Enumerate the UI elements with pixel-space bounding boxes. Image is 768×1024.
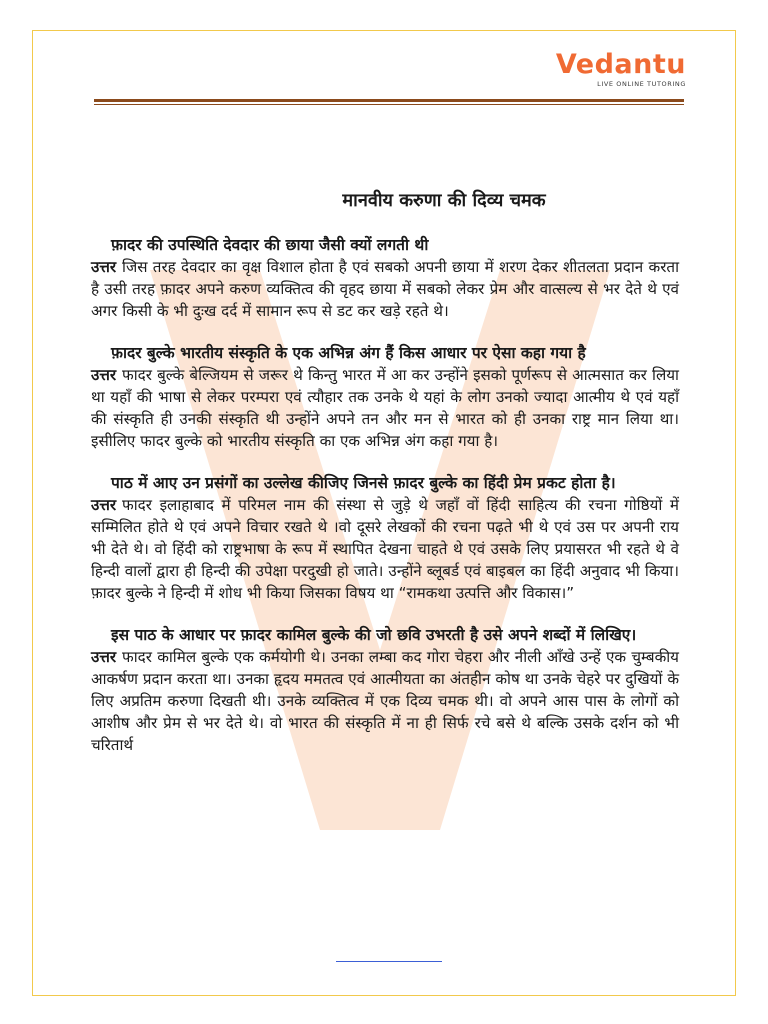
brand-logo <box>556 50 686 88</box>
answer-2 <box>91 364 679 452</box>
footer-link-underline <box>336 961 442 962</box>
answer-label: उत्तर <box>91 366 117 384</box>
brand-name: Vedantu <box>555 49 686 80</box>
answer-1 <box>91 256 679 322</box>
answer-3 <box>91 494 679 604</box>
answer-label: उत्तर <box>91 496 117 514</box>
answer-1-text: जिस तरह देवदार का वृक्ष विशाल होता है एवं सबको अपनी छाया में शरण देकर शीतलता प्रदान करता है उसी तरह फ़ादर अपने करुण व्यक्तित्व की वृहद छाया में सबको लेकर प्रेम और वात्सल्य से भर देते थे एवं अगर किसी के भी दुःख दर्द में सामान रूप से डट कर खड़े रहते थे। <box>91 258 679 320</box>
answer-2-text: फादर बुल्के बेल्जियम से जरूर थे किन्तु भारत में आ कर उन्होंने इसको पूर्णरूप से आत्मसात कर लिया था यहाँ की भाषा से लेकर परम्परा एवं त्यौहार तक उनके थे यहां के लोग उनको ज्यादा आत्मीय थे एवं यहाँ की संस्कृति ही उनकी संस्कृति थी उन्होंने अपने तन और मन से भारत को ही उनका राष्ट्र मान लिया था। इसीलिए फादर बुल्के को भारतीय संस्कृति का एक अभिन्न अंग कहा गया है। <box>91 366 679 450</box>
answer-4-text: फादर कामिल बुल्के एक कर्मयोगी थे। उनका लम्बा कद गोरा चेहरा और नीली आँखे उन्हें एक चुम्बकीय आकर्षण प्रदान करता था। उनका हृदय ममतत्व एवं आत्मीयता का अंतहीन कोष था उनके चेहरे पर दुखियों के लिए अप्रतिम करुणा दिखती थी। उनके व्यक्तित्व में एक दिव्य चमक थी। वो अपने आस पास के लोगों को आशीष और प्रेम से भर देते थे। वो भारत की संस्कृति में ना ही सिर्फ रचे बसे थे बल्कि उसके दर्शन को भी चरितार्थ <box>91 648 679 754</box>
answer-label: उत्तर <box>91 258 117 276</box>
qa-section-3 <box>91 472 679 604</box>
qa-section-1 <box>91 234 679 322</box>
header-rule <box>94 99 684 102</box>
answer-4 <box>91 646 679 756</box>
question-4: इस पाठ के आधार पर फ़ादर कामिल बुल्के की जो छवि उभरती है उसे अपने शब्दों में लिखिए। <box>111 626 637 644</box>
question-1: फ़ादर की उपस्थिति देवदार की छाया जैसी क्यों लगती थी <box>111 236 429 254</box>
page-title: मानवीय करुणा की दिव्य चमक <box>342 190 546 211</box>
answer-label: उत्तर <box>91 648 117 666</box>
header-rule-thin <box>94 104 684 105</box>
question-2: फ़ादर बुल्के भारतीय संस्कृति के एक अभिन्न अंग हैं किस आधार पर ऐसा कहा गया है <box>111 344 586 362</box>
qa-section-2 <box>91 342 679 452</box>
answer-3-text: फादर इलाहाबाद में परिमल नाम की संस्था से जुड़े थे जहाँ वों हिंदी साहित्य की रचना गोष्ठियों में सम्मिलित होते थे एवं अपने विचार रखते थे ।वो दूसरे लेखकों की रचना पढ़ते भी थे एवं उस पर अपनी राय भी देते थे। वो हिंदी को राष्ट्रभाषा के रूप में स्थापित देखना चाहते थे एवं उसके लिए प्रयासरत भी रहते थे वे हिन्दी वालों द्वारा ही हिन्दी की उपेक्षा परदुखी हो जाते। उन्होंने ब्लूबर्ड एवं बाइबल का हिंदी अनुवाद भी किया। फ़ादर बुल्के ने हिन्दी में शोध भी किया जिसका विषय था “रामकथा उत्पत्ति और विकास।” <box>91 496 679 602</box>
brand-tagline: LIVE ONLINE TUTORING <box>597 80 686 88</box>
qa-content <box>91 234 679 776</box>
qa-section-4 <box>91 624 679 756</box>
question-3: पाठ में आए उन प्रसंगों का उल्लेख कीजिए जिनसे फ़ादर बुल्के का हिंदी प्रेम प्रकट होता है। <box>111 474 616 492</box>
